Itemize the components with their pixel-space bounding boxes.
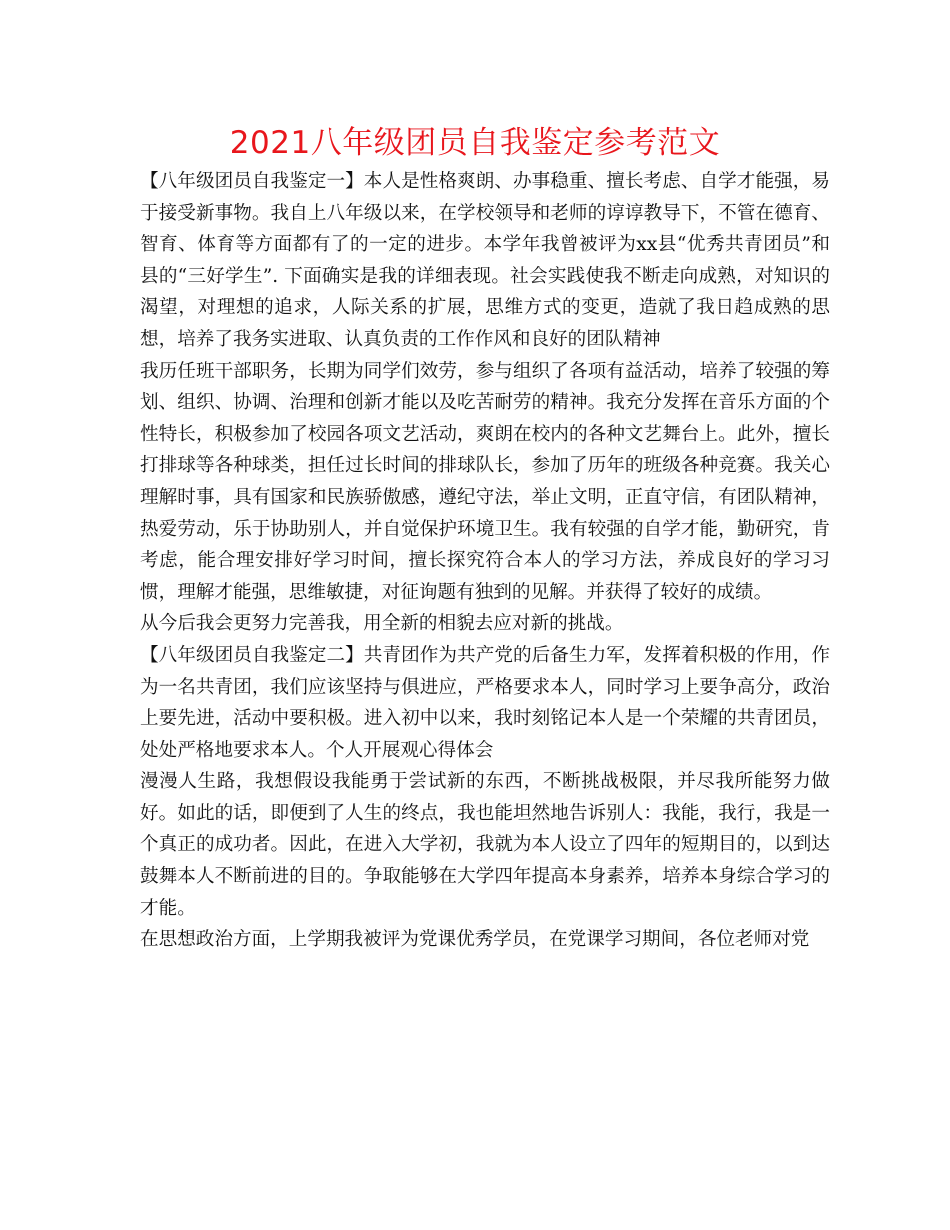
document-title: 2021八年级团员自我鉴定参考范文 bbox=[229, 125, 721, 161]
paragraph-2: 我历任班干部职务，长期为同学们效劳，参与组织了各项有益活动，培养了较强的筹划、组织、协调、治理和创新才能以及吃苦耐劳的精神。我充分发挥在音乐方面的个性特长，积极参加了校园各项文艺活动，爽朗在校内的各种文艺舞台上。此外，擅长打排球等各种球类，担任过长时间的排球队长，参加了历年的班级各种竞赛。我关心理解时事，具有国家和民族骄傲感，遵纪守法，举止文明，正直守信，有团队精神，热爱劳动，乐于协助别人，并自觉保护环境卫生。我有较强的自学才能，勤研究，肯考虑，能合理安排好学习时间，擅长探究符合本人的学习方法，养成良好的学习习惯，理解才能强，思维敏捷，对征询题有独到的见解。并获得了较好的成绩。 bbox=[140, 360, 830, 603]
paragraph-4: 【八年级团员自我鉴定二】共青团作为共产党的后备生力军，发挥着积极的作用，作为一名共青团，我们应该坚持与俱进应，严格要求本人，同时学习上要争高分，政治上要先进，活动中要积极。进入初中以来，我时刻铭记本人是一个荣耀的共青团员，处处严格地要求本人。个人开展观心得体会 bbox=[140, 644, 830, 761]
paragraph-6: 在思想政治方面，上学期我被评为党课优秀学员，在党课学习期间，各位老师对党 bbox=[140, 929, 810, 951]
paragraph-5: 漫漫人生路，我想假设我能勇于尝试新的东西，不断挑战极限，并尽我所能努力做好。如此的话，即便到了人生的终点，我也能坦然地告诉别人：我能，我行，我是一个真正的成功者。因此，在进入大学初，我就为本人设立了四年的短期目的，以到达鼓舞本人不断前进的目的。争取能够在大学四年提高本身素养，培养本身综合学习的才能。 bbox=[140, 771, 830, 919]
paragraph-1: 【八年级团员自我鉴定一】本人是性格爽朗、办事稳重、擅长考虑、自学才能强，易于接受新事物。我自上八年级以来，在学校领导和老师的谆谆教导下，不管在德育、智育、体育等方面都有了的一定的进步。本学年我曾被评为xx县“优秀共青团员”和县的“三好学生”. 下面确实是我的详细表现。社会实践使我不断走向成熟，对知识的渴望，对理想的追求，人际关系的扩展，思维方式的变更，造就了我日趋成熟的思想，培养了我务实进取、认真负责的工作作风和良好的团队精神 bbox=[140, 171, 830, 350]
paragraph-3: 从今后我会更努力完善我，用全新的相貌去应对新的挑战。 bbox=[140, 613, 624, 635]
document-body bbox=[140, 166, 830, 956]
